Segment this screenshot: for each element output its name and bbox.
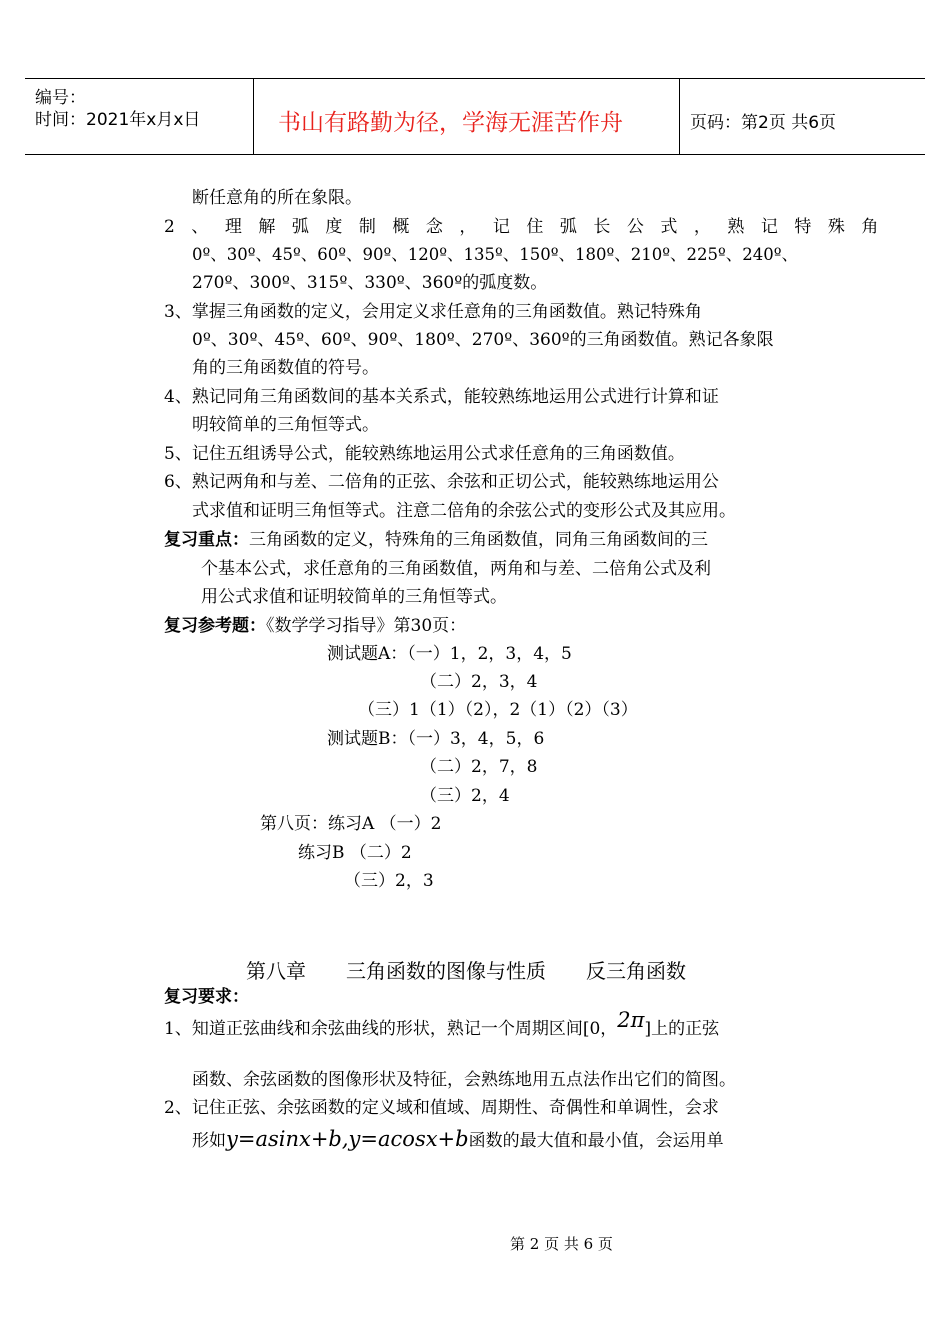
text-segment: 形如 — [192, 1131, 226, 1151]
text-line: 2、理解弧度制概念，记住弧长公式，熟记特殊角 — [164, 217, 895, 237]
text-line: 6、熟记两角和与差、二倍角的正弦、余弦和正切公式，能较熟练地运用公 — [164, 472, 719, 492]
header-motto: 书山有路勤为径，学海无涯苦作舟 — [278, 110, 623, 136]
text-line: 0º、30º、45º、60º、90º、120º、135º、150º、180º、210º、225º、240º、 — [192, 245, 799, 264]
text-line: 测试题A：（一）1，2，3，4，5 — [327, 644, 572, 664]
text-line: （二）2，3，4 — [420, 672, 538, 692]
two-pi-symbol: 2π — [617, 1008, 645, 1032]
formula: y=asinx+b,y=acosx+b — [226, 1127, 469, 1151]
text-line: 函数、余弦函数的图像形状及特征，会熟练地用五点法作出它们的简图。 — [192, 1070, 736, 1090]
document-time-label: 时间：2021年x月x日 — [35, 110, 201, 130]
header-divider-right — [679, 78, 680, 155]
text-line — [192, 1124, 724, 1156]
text-line: 第八页：练习A （一）2 — [260, 814, 442, 834]
text-line: 角的三角函数值的符号。 — [192, 358, 379, 378]
text-line: （二）2，7，8 — [420, 757, 538, 777]
text-line: 断任意角的所在象限。 — [192, 188, 362, 208]
text-line: （三）2，3 — [344, 871, 434, 891]
review-focus-line — [164, 529, 708, 551]
text-line: 5、记住五组诱导公式，能较熟练地运用公式求任意角的三角函数值。 — [164, 444, 685, 464]
text-line: 个基本公式，求任意角的三角函数值，两角和与差、二倍角公式及利 — [201, 559, 711, 579]
document-number-label: 编号： — [35, 88, 86, 108]
text-line: （三）1（1）（2），2（1）（2）（3） — [358, 700, 638, 720]
text-line: 明较简单的三角恒等式。 — [192, 415, 379, 435]
text-line: 0º、30º、45º、60º、90º、180º、270º、360º的三角函数值。熟记各象限 — [192, 330, 774, 350]
text-line: 《数学学习指导》第30页： — [266, 616, 467, 636]
text-line: 2、记住正弦、余弦函数的定义域和值域、周期性、奇偶性和单调性，会求 — [164, 1098, 719, 1118]
text-line: 三角函数的定义，特殊角的三角函数值，同角三角函数间的三 — [249, 530, 708, 550]
reference-label: 复习参考题： — [164, 616, 266, 636]
text-line: （三）2，4 — [420, 786, 510, 806]
page-footer: 第 2 页 共 6 页 — [510, 1235, 613, 1253]
text-line — [164, 1008, 720, 1044]
reference-line — [164, 615, 466, 637]
text-line: 3、掌握三角函数的定义，会用定义求任意角的三角函数值。熟记特殊角 — [164, 302, 702, 322]
review-requirements-label: 复习要求： — [164, 987, 249, 1007]
chapter-title: 第八章 三角函数的图像与性质 反三角函数 — [246, 959, 686, 983]
header-bottom-rule — [25, 154, 925, 155]
text-line: 270º、300º、315º、330º、360º的弧度数。 — [192, 273, 548, 293]
header-divider-left — [253, 78, 254, 155]
text-segment: 1、知道正弦曲线和余弦曲线的形状，熟记一个周期区间[0， — [164, 1019, 618, 1039]
text-segment: 函数的最大值和最小值，会运用单 — [468, 1131, 724, 1151]
review-focus-label: 复习重点： — [164, 530, 249, 550]
text-line: 4、熟记同角三角函数间的基本关系式，能较熟练地运用公式进行计算和证 — [164, 387, 719, 407]
text-line: 练习B （二）2 — [298, 843, 412, 863]
text-line: 用公式求值和证明较简单的三角恒等式。 — [201, 587, 507, 607]
text-line: 测试题B：（一）3，4，5，6 — [327, 729, 545, 749]
header-top-rule — [25, 78, 925, 79]
page-header — [25, 78, 925, 155]
text-line: 式求值和证明三角恒等式。注意二倍角的余弦公式的变形公式及其应用。 — [192, 501, 736, 521]
header-page-info: 页码：第2页 共6页 — [690, 113, 837, 133]
text-segment: ]上的正弦 — [644, 1019, 720, 1039]
